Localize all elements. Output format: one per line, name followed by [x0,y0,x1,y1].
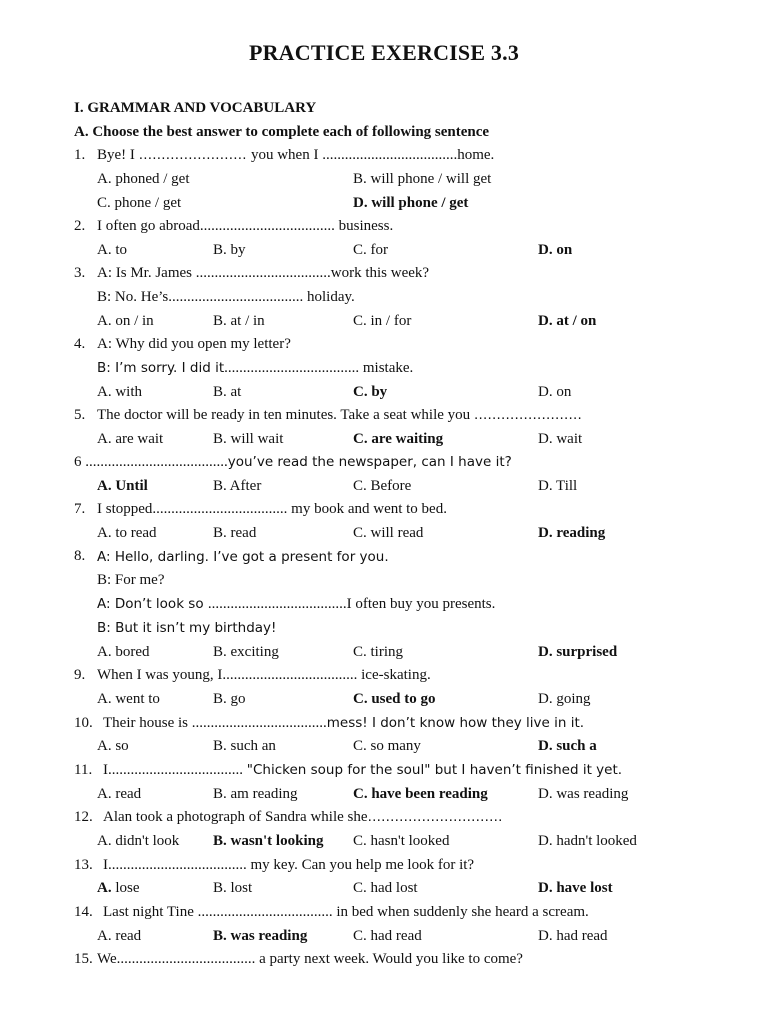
option-c[interactable]: C. had lost [353,880,418,896]
question-text-part: ...................................... [81,454,228,470]
blank-dots: …………………… [473,407,582,423]
question-text-line2 [97,360,413,377]
option-b[interactable]: B. After [213,478,262,494]
question-text: Last night Tine .................................... in bed when suddenly she heard a scream. [103,904,589,920]
question-text [97,407,582,424]
question-number: 8. [74,548,86,564]
option-a[interactable]: A. are wait [97,431,164,447]
option-a[interactable]: A. to read [97,525,157,541]
option-c[interactable]: C. will read [353,525,424,541]
question-number: 5. [74,407,86,423]
option-b[interactable]: B. am reading [213,786,298,802]
question-text [97,147,494,164]
option-b[interactable]: B. at [213,384,242,400]
option-c[interactable]: C. in / for [353,313,412,329]
option-c-answer[interactable]: C. used to go [353,691,436,707]
option-text: lose [111,880,140,896]
option-b[interactable]: B. lost [213,880,253,896]
option-b[interactable]: B. will phone / will get [353,171,492,187]
option-b-answer[interactable]: B. was reading [213,928,308,944]
question-number: 2. [74,218,86,234]
section-heading: I. GRAMMAR AND VOCABULARY [74,100,317,116]
option-b[interactable]: B. exciting [213,644,279,660]
question-number: 9. [74,667,86,683]
option-b[interactable]: B. go [213,691,246,707]
question-text-part: Alan took a photograph of Sandra while she [103,809,368,825]
instruction: A. Choose the best answer to complete each of following sentence [74,124,490,140]
option-b[interactable]: B. read [213,525,257,541]
question-text: A: Why did you open my letter? [97,336,291,352]
option-c[interactable]: C. had read [353,928,422,944]
question-number: 13. [74,857,93,873]
option-b[interactable]: B. at / in [213,313,265,329]
option-c[interactable]: C. tiring [353,644,404,660]
option-d-answer[interactable]: D. have lost [538,880,613,896]
question-text-part: Bye! I [97,147,139,163]
question-number: 11. [74,762,93,778]
question-text-line2: B: No. He’s.................................... holiday. [97,289,355,305]
option-c-answer[interactable]: C. by [353,384,388,400]
option-a[interactable]: A. so [97,738,129,754]
question-text-part: Their house is .................................... [103,715,327,731]
option-d[interactable]: D. was reading [538,786,629,802]
question-text: A: Hello, darling. I’ve got a present for you. [97,549,389,565]
question-number: 15. [74,951,93,967]
option-letter: A. [97,880,112,896]
option-d[interactable]: D. Till [538,478,578,494]
option-d[interactable]: D. going [538,691,591,707]
question-text-part: you’ve read the newspaper, can I have it? [227,454,512,470]
option-a[interactable]: A. read [97,928,142,944]
question-number: 4. [74,336,86,352]
blank-dots: …………………… [138,147,251,163]
option-b[interactable]: B. such an [213,738,276,754]
option-c-answer[interactable]: C. have been reading [353,786,488,802]
option-c-answer[interactable]: C. are waiting [353,431,444,447]
option-a[interactable]: A. didn't look [97,833,180,849]
question-number: 6 [74,454,82,470]
option-c[interactable]: C. hasn't looked [353,833,450,849]
question-text [103,809,503,826]
question-text: I..................................... my key. Can you help me look for it? [103,857,475,873]
question-number: 14. [74,904,93,920]
option-d-answer[interactable]: D. reading [538,525,606,541]
question-number: 3. [74,265,86,281]
question-text-part: mess! I don’t know how they live in it. [326,715,585,731]
question-text-line2: B: For me? [97,572,165,588]
option-c[interactable]: C. Before [353,478,412,494]
question-number: 10. [74,715,93,731]
question-number: 12. [74,809,93,825]
question-number: 1. [74,147,86,163]
question-text-part: "Chicken soup for the soul" but I haven’t finished it yet. [246,762,623,778]
question-text-part: A: Don’t look so [97,596,208,612]
option-b-answer[interactable]: B. wasn't looking [213,833,324,849]
question-text: I often go abroad.................................... business. [97,218,394,234]
option-d-answer[interactable]: D. surprised [538,644,618,660]
option-c[interactable]: C. phone / get [97,195,182,211]
option-c[interactable]: C. so many [353,738,421,754]
option-a[interactable]: A. phoned / get [97,171,190,187]
option-a[interactable]: A. to [97,242,127,258]
blank-dots: ………………………… [367,809,503,825]
option-c[interactable]: C. for [353,242,388,258]
option-a[interactable]: A. read [97,786,142,802]
question-text-line4: B: But it isn’t my birthday! [97,620,277,636]
option-a[interactable]: A. bored [97,644,150,660]
page-title: PRACTICE EXERCISE 3.3 [248,40,520,65]
question-text: When I was young, I.................................... ice-skating. [97,667,431,683]
question-text [74,454,512,471]
option-a[interactable]: A. with [97,384,142,400]
question-text-part: The doctor will be ready in ten minutes. Take a seat while you [97,407,474,423]
option-d[interactable]: D. had read [538,928,608,944]
question-number: 7. [74,501,86,517]
option-d-answer[interactable]: D. such a [538,738,597,754]
question-text: We..................................... a party next week. Would you like to come? [97,951,523,967]
question-text: I stopped.................................... my book and went to bed. [97,501,447,517]
question-text-part: .....................................I often buy you presents. [207,596,496,612]
option-b[interactable]: B. by [213,242,246,258]
option-d-answer[interactable]: D. on [538,242,573,258]
question-text-part: .................................... mistake. [224,360,414,376]
option-d-answer[interactable]: D. will phone / get [353,195,469,211]
question-text-part: B: I’m sorry. I did it [97,360,225,376]
option-a[interactable]: A. on / in [97,313,154,329]
question-text [103,715,584,732]
option-a[interactable] [97,880,140,897]
option-d[interactable]: D. hadn't looked [538,833,637,849]
option-d-answer[interactable]: D. at / on [538,313,597,329]
question-text [103,762,622,779]
question-text-part: I.................................... [103,762,247,778]
question-text-part: you when I ....................................home. [250,147,495,163]
option-a[interactable]: A. went to [97,691,160,707]
option-b[interactable]: B. will wait [213,431,284,447]
question-text-line3 [97,596,495,613]
option-a-answer[interactable]: A. Until [97,478,148,494]
option-d[interactable]: D. on [538,384,572,400]
question-text: A: Is Mr. James ....................................work this week? [97,265,430,281]
option-d[interactable]: D. wait [538,431,583,447]
